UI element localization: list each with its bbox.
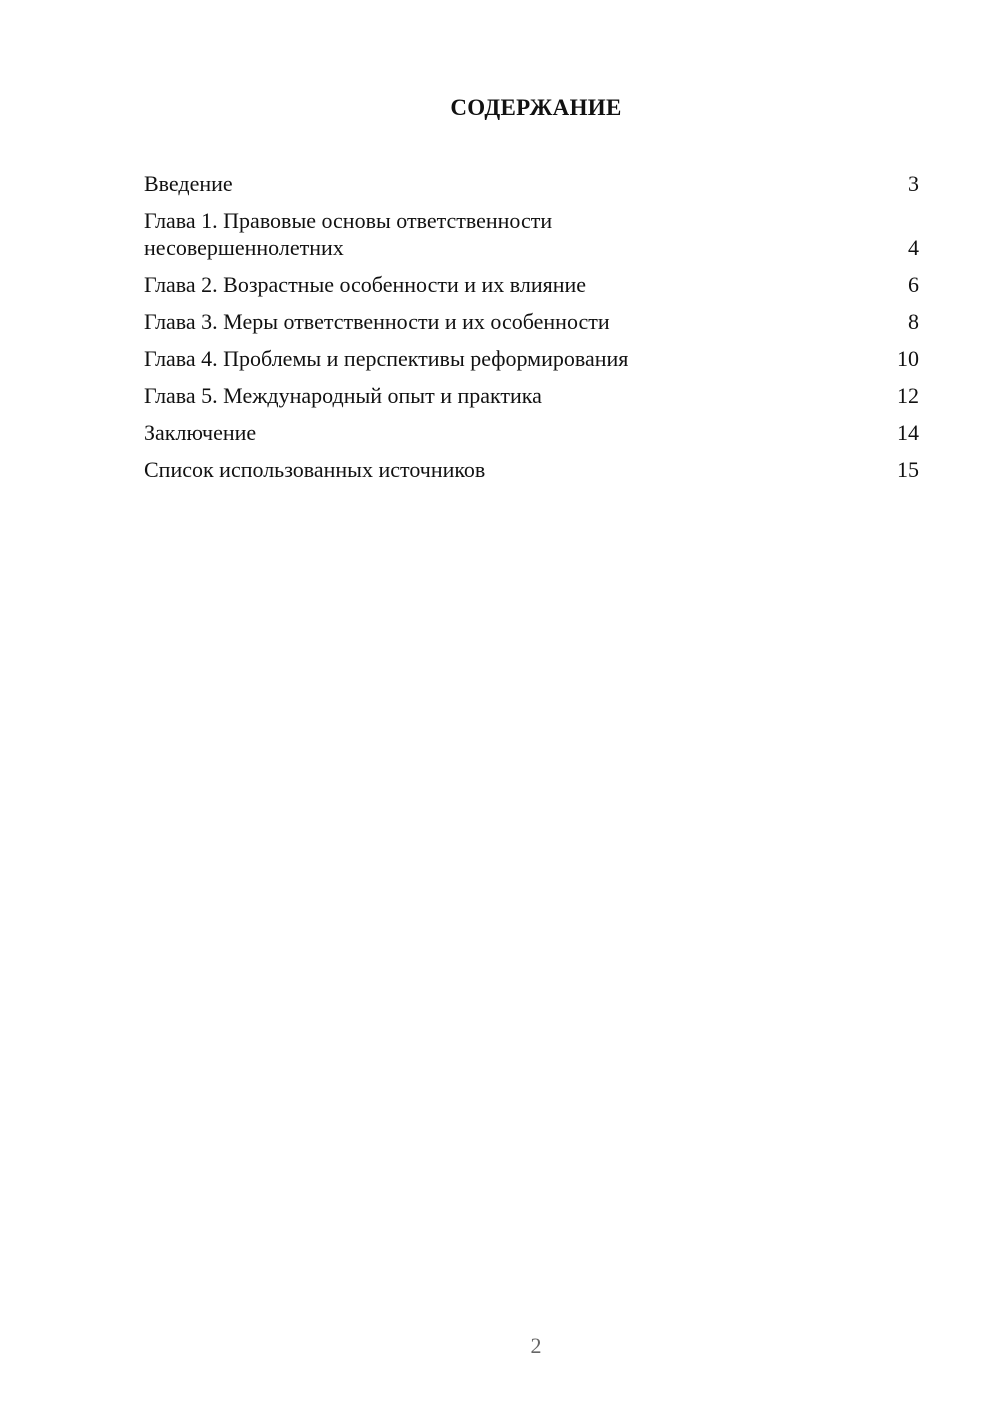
toc-entry-page: 6 (908, 272, 919, 297)
toc-entry-page: 3 (908, 171, 919, 196)
toc-entry-chapter-2[interactable] (144, 271, 919, 298)
table-of-contents (144, 170, 919, 493)
toc-entry-chapter-5[interactable] (144, 382, 919, 409)
page-title: СОДЕРЖАНИЕ (450, 95, 622, 120)
toc-entry-page: 8 (908, 309, 919, 334)
toc-entry-title: Заключение (144, 420, 257, 445)
toc-entry-chapter-1[interactable] (144, 207, 919, 261)
toc-entry-page: 14 (897, 420, 919, 445)
toc-entry-title: Глава 4. Проблемы и перспективы реформирования (144, 346, 629, 371)
page-number: 2 (530, 1333, 542, 1358)
toc-entry-page: 15 (897, 457, 919, 482)
toc-entry-title: Список использованных источников (144, 457, 486, 482)
toc-entry-conclusion[interactable] (144, 419, 919, 446)
toc-entry-title: Глава 2. Возрастные особенности и их влияние (144, 272, 587, 297)
toc-entry-page: 4 (908, 235, 919, 260)
toc-entry-title: Введение (144, 171, 233, 196)
toc-entry-title: Глава 5. Международный опыт и практика (144, 383, 542, 408)
toc-entry-introduction[interactable] (144, 170, 919, 197)
toc-entry-chapter-4[interactable] (144, 345, 919, 372)
toc-entry-page: 10 (897, 346, 919, 371)
toc-entry-references[interactable] (144, 456, 919, 483)
toc-entry-title: Глава 1. Правовые основы ответственности несовершеннолетних (144, 208, 553, 260)
toc-entry-chapter-3[interactable] (144, 308, 919, 335)
toc-entry-title: Глава 3. Меры ответственности и их особенности (144, 309, 610, 334)
toc-entry-page: 12 (897, 383, 919, 408)
